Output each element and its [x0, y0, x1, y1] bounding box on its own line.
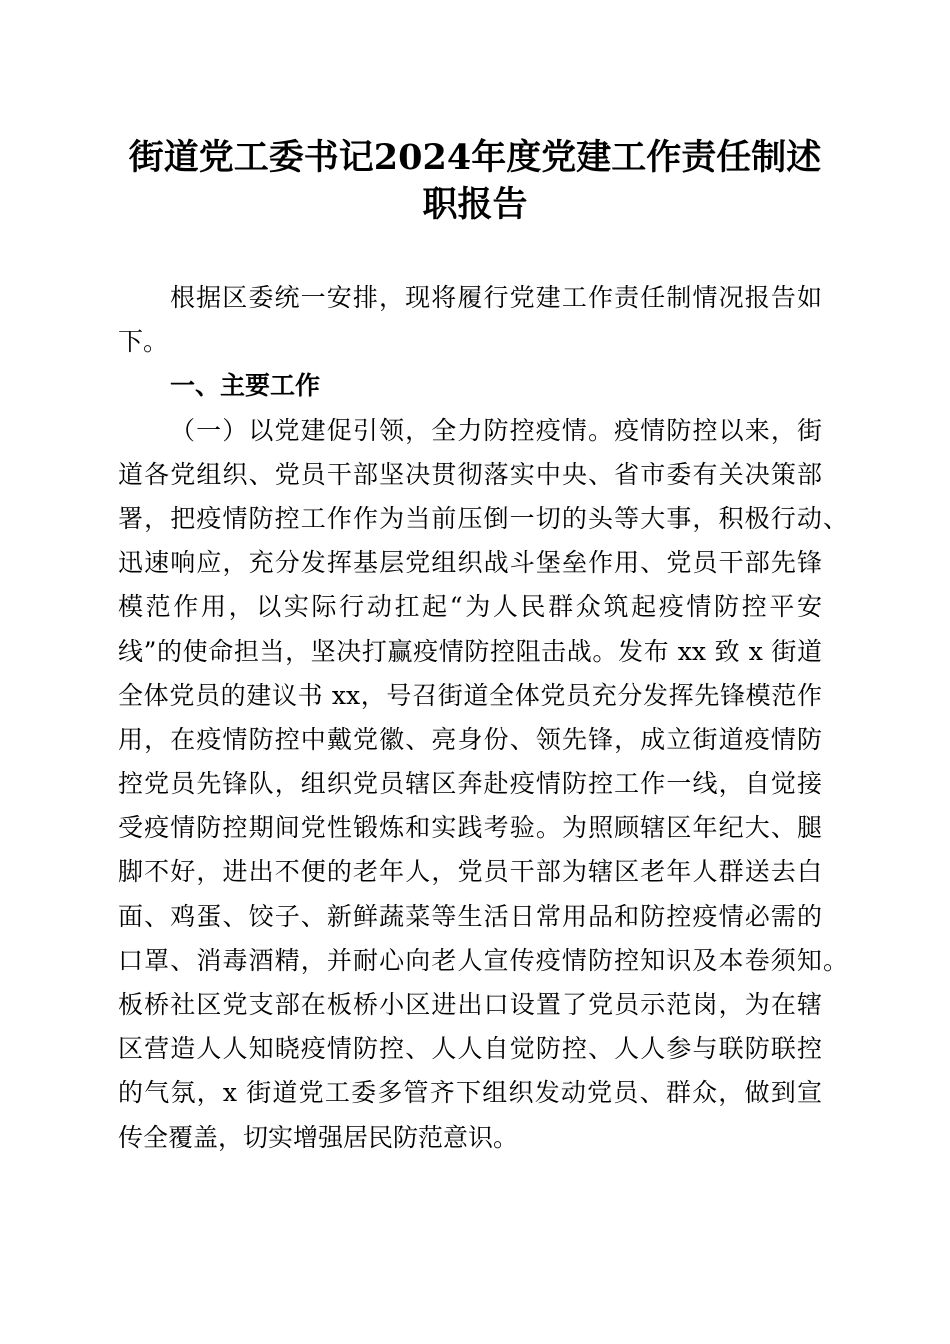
paragraph-line: 板桥社区党支部在板桥小区进出口设置了党员示范岗，为在辖 [118, 990, 822, 1019]
paragraph-line: 模范作用，以实际行动扛起“为人民群众筑起疫情防控平安 [118, 592, 822, 622]
paragraph-line: 署，把疫情防控工作作为当前压倒一切的头等大事，积极行动、 [118, 503, 848, 533]
paragraph-line: 面、鸡蛋、饺子、新鲜蔬菜等生活日常用品和防控疫情必需的 [118, 901, 822, 931]
paragraph-line: 道各党组织、党员干部坚决贯彻落实中央、省市委有关决策部 [118, 459, 822, 489]
paragraph-line: 口罩、消毒酒精，并耐心向老人宣传疫情防控知识及本卷须知。 [118, 945, 848, 975]
paragraph-line: 线”的使命担当，坚决打赢疫情防控阻击战。发布 xx 致 x 街道 [118, 636, 822, 666]
paragraph-line: （一）以党建促引领，全力防控疫情。疫情防控以来，街 [170, 415, 822, 445]
paragraph-line: 用，在疫情防控中戴党徽、亮身份、领先锋，成立街道疫情防 [118, 724, 822, 754]
intro-line: 下。 [118, 327, 169, 357]
paragraph-line: 迅速响应，充分发挥基层党组织战斗堡垒作用、党员干部先锋 [118, 548, 822, 578]
document-title [0, 134, 950, 228]
paragraph-line: 传全覆盖，切实增强居民防范意识。 [118, 1122, 519, 1152]
paragraph-line: 受疫情防控期间党性锻炼和实践考验。为照顾辖区年纪大、腿 [118, 813, 822, 843]
document-body [118, 276, 848, 1160]
paragraph-line: 全体党员的建议书 xx，号召街道全体党员充分发挥先锋模范作 [118, 680, 822, 710]
paragraph-line: 脚不好，进出不便的老年人，党员干部为辖区老年人群送去白 [118, 857, 822, 887]
title-line-1: 街道党工委书记2024年度党建工作责任制述 [128, 137, 822, 178]
section-heading: 一、主要工作 [170, 371, 321, 401]
title-line-2: 职报告 [422, 184, 528, 225]
paragraph-line: 控党员先锋队，组织党员辖区奔赴疫情防控工作一线，自觉接 [118, 769, 822, 799]
paragraph-line: 的气氛，x 街道党工委多管齐下组织发动党员、群众，做到宣 [118, 1078, 822, 1108]
paragraph-line: 区营造人人知晓疫情防控、人人自觉防控、人人参与联防联控 [118, 1034, 822, 1064]
intro-line: 根据区委统一安排，现将履行党建工作责任制情况报告如 [170, 283, 822, 312]
